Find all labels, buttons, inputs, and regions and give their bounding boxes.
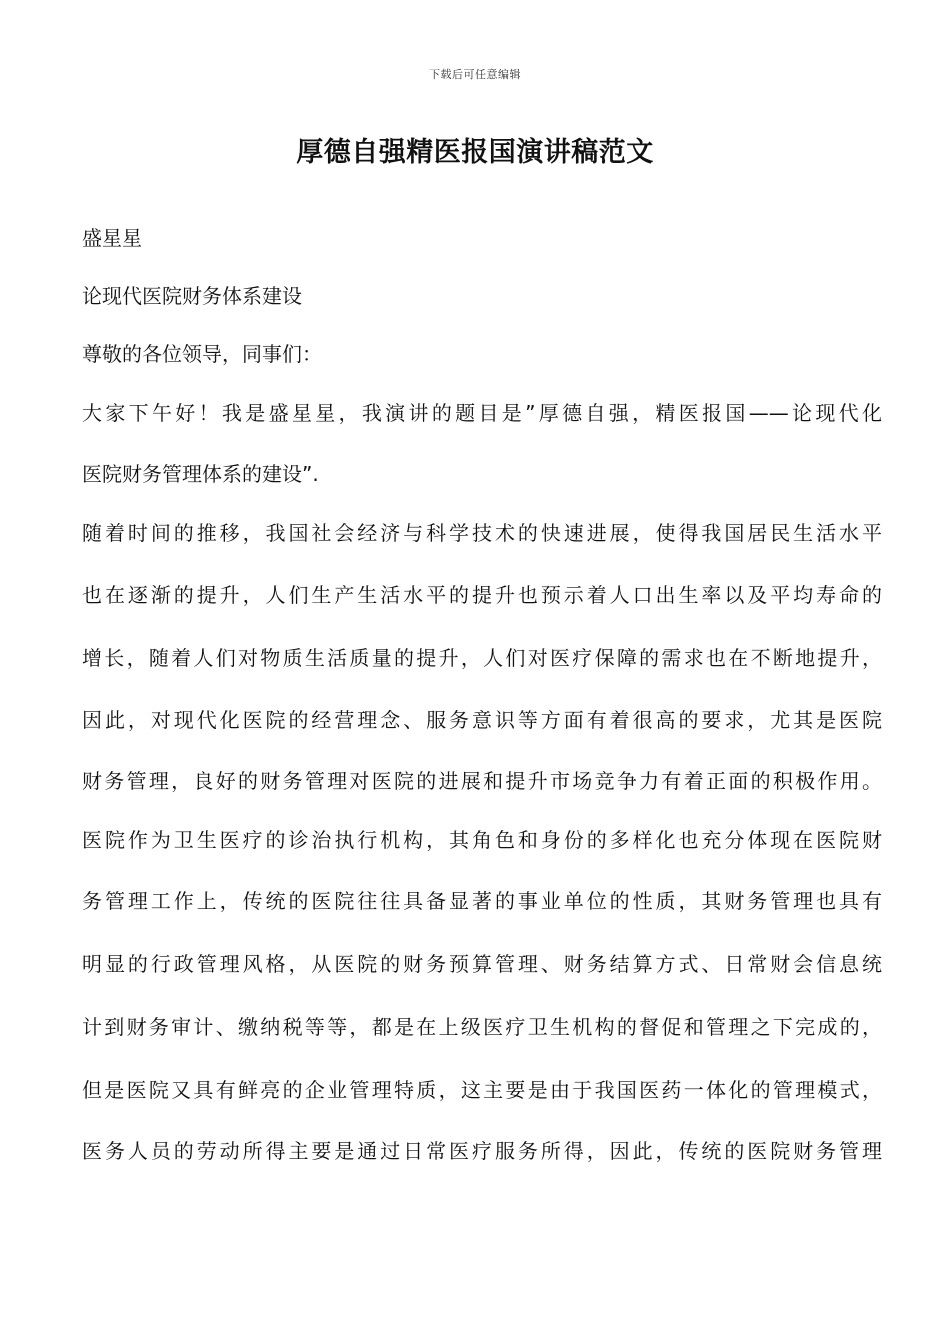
document-title: 厚德自强精医报国演讲稿范文 — [296, 137, 654, 168]
header-note: 下载后可任意编辑 — [429, 68, 521, 81]
paragraph-line: 医院财务管理体系的建设”. — [82, 462, 319, 486]
paragraph-line: 务管理工作上，传统的医院往往具备显著的事业单位的性质，其财务管理也具有 — [82, 889, 882, 913]
paragraph-line: 增长，随着人们对物质生活质量的提升，人们对医疗保障的需求也在不断地提升， — [82, 646, 882, 670]
paragraph-line: 计到财务审计、缴纳税等等，都是在上级医疗卫生机构的督促和管理之下完成的， — [82, 1015, 882, 1039]
paragraph-line: 医院作为卫生医疗的诊治执行机构，其角色和身份的多样化也充分体现在医院财 — [82, 828, 882, 852]
paragraph-line: 明显的行政管理风格，从医院的财务预算管理、财务结算方式、日常财会信息统 — [82, 952, 882, 976]
paragraph-line: 医务人员的劳动所得主要是通过日常医疗服务所得，因此，传统的医院财务管理 — [82, 1139, 882, 1163]
greeting-line: 尊敬的各位领导，同事们： — [82, 342, 322, 366]
paragraph-line: 也在逐渐的提升，人们生产生活水平的提升也预示着人口出生率以及平均寿命的 — [82, 583, 882, 607]
author-line: 盛星星 — [82, 226, 142, 250]
paragraph-line: 随着时间的推移，我国社会经济与科学技术的快速进展，使得我国居民生活水平 — [82, 521, 882, 545]
paragraph-line: 但是医院又具有鲜亮的企业管理特质，这主要是由于我国医药一体化的管理模式， — [82, 1078, 882, 1102]
paragraph-line: 财务管理，良好的财务管理对医院的进展和提升市场竞争力有着正面的积极作用。 — [82, 769, 882, 793]
subtitle-line: 论现代医院财务体系建设 — [82, 284, 302, 308]
paragraph-line: 大家下午好！我是盛星星，我演讲的题目是”厚德自强，精医报国——论现代化 — [82, 401, 882, 425]
paragraph-line: 因此，对现代化医院的经营理念、服务意识等方面有着很高的要求，尤其是医院 — [82, 708, 882, 732]
